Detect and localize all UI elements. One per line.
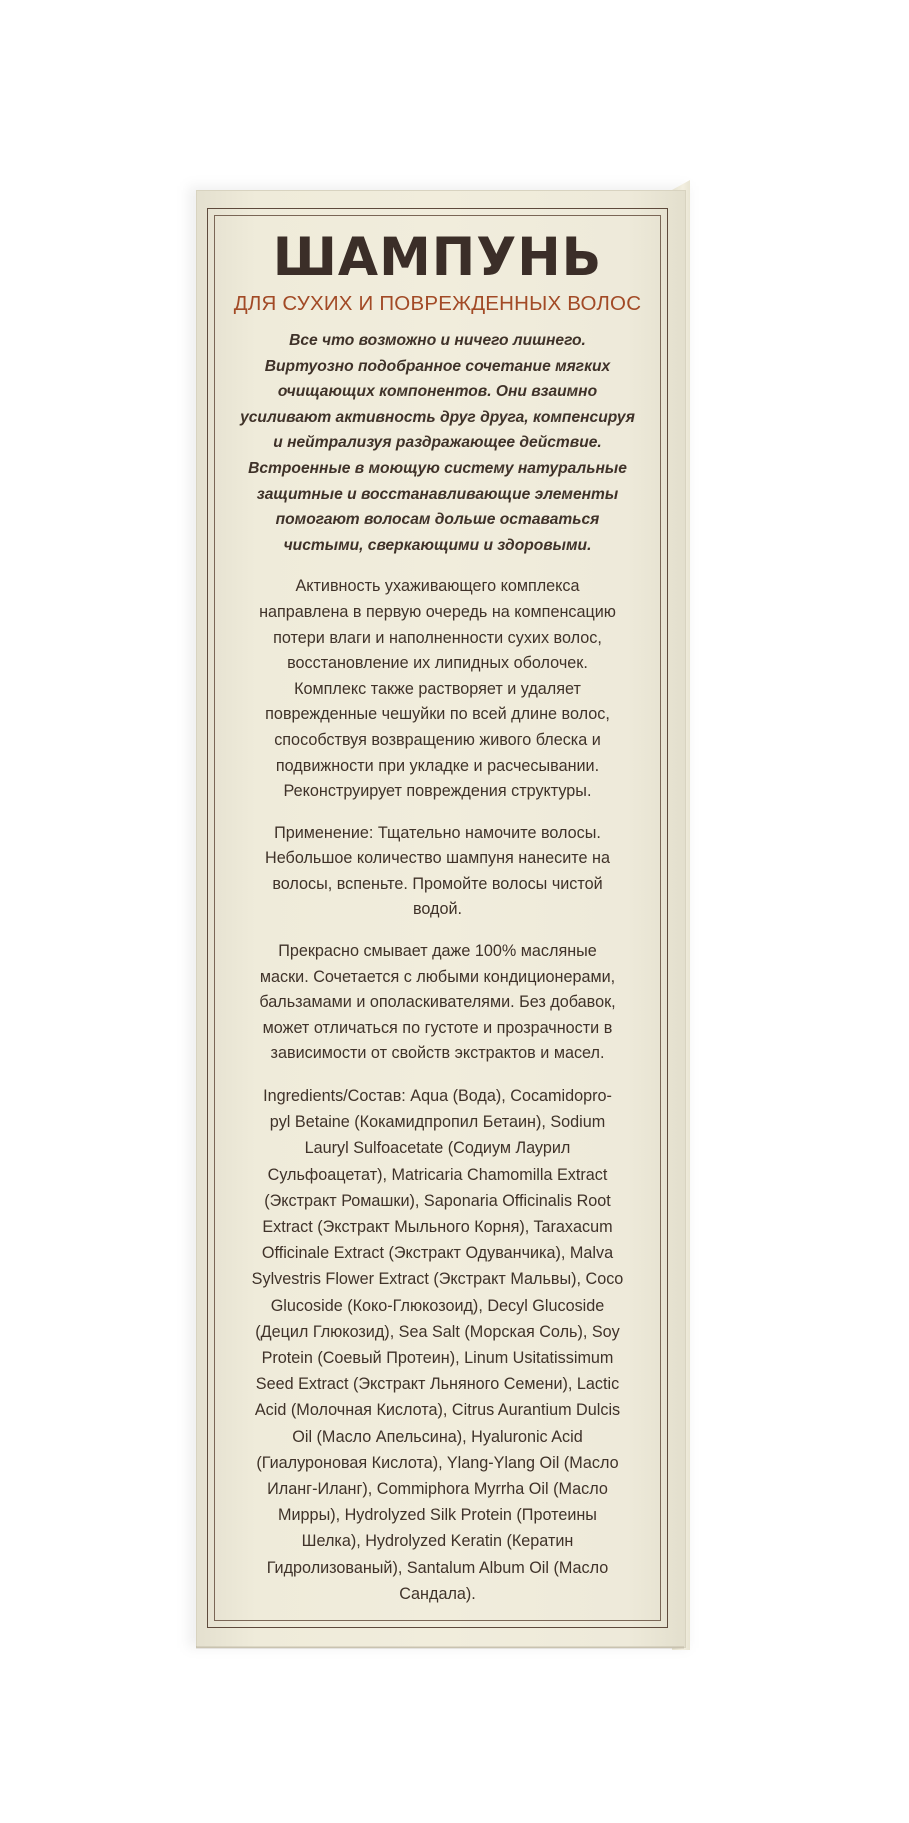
product-subtitle: ДЛЯ СУХИХ И ПОВРЕЖДЕННЫХ ВОЛОС	[233, 292, 642, 315]
product-title: ШАМПУНЬ	[272, 227, 603, 288]
box-bottom-crease	[196, 1646, 684, 1649]
notes-paragraph: Прекрасно смывает даже 100% масляные маски. Сочетается с любыми кондиционерами, бальзамами и ополаскивателями. Без добавок, может отличаться по густоте и прозрачности в зависимости от свойств экстрактов и масел.	[259, 942, 616, 1063]
intro-paragraph: Все что возможно и ничего лишнего. Виртуозно подобранное сочетание мягких очищающих компонентов. Они взаимно усиливают активность друг друга, компенсируя и нейтрализуя раздражающее действие. Встроенные в моющую систему натуральные защитные и восстанавливающие элементы помогают волосам дольше оставаться чистыми, сверкающими и здоровыми.	[240, 332, 635, 554]
ingredients-paragraph: Ingredients/Состав: Aqua (Вода), Cocamidopro- pyl Betaine (Кокамидпропил Бетаин), Sodium Lauryl Sulfoacetate (Содиум Лаурил Сульфоацетат), Matricaria Chamomilla Extract (Экстракт Ромашки), Saponaria Officinalis Root Extract (Экстракт Мыльного Корня), Taraxacum Officinale Extract (Экстракт Одуванчика), Malva Sylvestris Flower Extract (Экстракт Мальвы), Coco Glucoside (Коко-Глюкозоид), Decyl Glucoside (Децил Глюкозид), Sea Salt (Морская Соль), Soy Protein (Соевый Протеин), Linum Usitatissimum Seed Extract (Экстракт Льняного Семени), Lactic Acid (Молочная Кислота), Citrus Aurantium Dulcis Oil (Масло Апельсина), Hyaluronic Acid (Гиалуроновая Кислота), Ylang-Ylang Oil (Масло Иланг-Иланг), Commiphora Myrrha Oil (Масло Мирры), Hydrolyzed Silk Protein (Протеины Шелка), Hydrolyzed Keratin (Кератин Гидролизованый), Santalum Album Oil (Масло Сандала).	[251, 1087, 624, 1603]
care-paragraph: Активность ухаживающего комплекса направлена в первую очередь на компенсацию потери влаги и наполненности сухих волос, восстановление их липидных оболочек. Комплекс также растворяет и удаляет поврежденные чешуйки по всей длине волос, способствуя возвращению живого блеска и подвижности при укладке и расчесывании. Реконструирует повреждения структуры.	[259, 577, 616, 801]
usage-paragraph: Применение: Тщательно намочите волосы. Небольшое количество шампуня нанесите на волосы, вспеньте. Промойте волосы чистой водой.	[265, 823, 610, 919]
label-content	[224, 228, 651, 1623]
